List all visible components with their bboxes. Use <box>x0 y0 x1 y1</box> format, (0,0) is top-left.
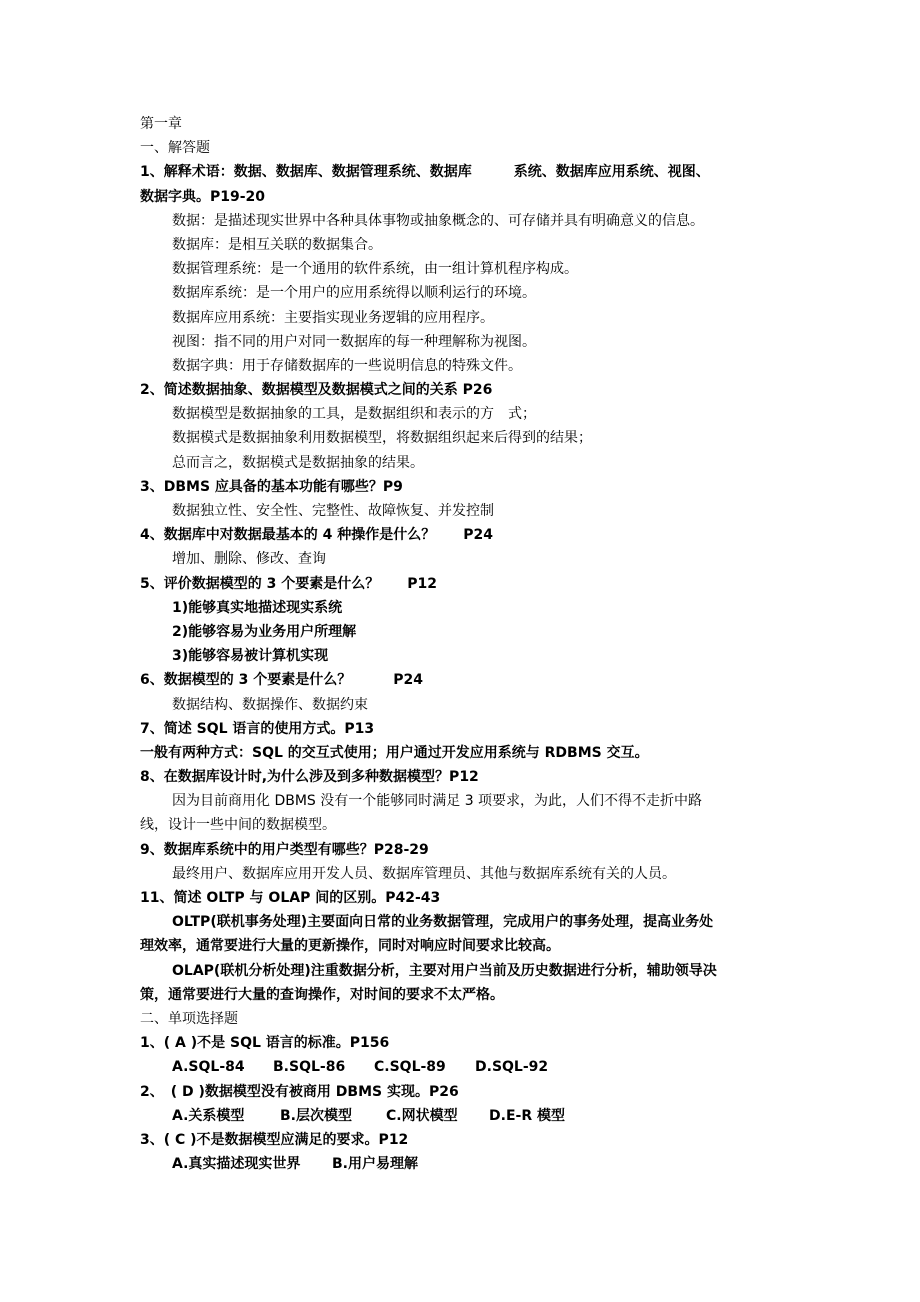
section-title-qa: 一、解答题 <box>140 140 210 157</box>
document-content <box>140 112 800 1176</box>
question-1-cont: 数据字典。P19-20 <box>140 188 266 205</box>
question-4: 4、数据库中对数据最基本的 4 种操作是什么？ P24 <box>140 527 493 544</box>
answer-line: 线，设计一些中间的数据模型。 <box>140 817 336 834</box>
question-6: 6、数据模型的 3 个要素是什么？ P24 <box>140 672 423 689</box>
mc-options <box>140 1055 800 1079</box>
answer-line: 数据库系统：是一个用户的应用系统得以顺利运行的环境。 <box>172 285 536 302</box>
answer-line: 数据管理系统：是一个通用的软件系统，由一组计算机程序构成。 <box>172 261 578 278</box>
option: D.E-R 模型 <box>489 1107 565 1124</box>
question-7: 7、简述 SQL 语言的使用方式。P13 <box>140 720 375 737</box>
answer-line: 数据模式是数据抽象利用数据模型，将数据组织起来后得到的结果； <box>172 430 592 447</box>
option: A.SQL-84 <box>172 1059 245 1076</box>
answer-line: 3)能够容易被计算机实现 <box>172 648 329 665</box>
option: B.SQL-86 <box>273 1059 346 1076</box>
question-9: 9、数据库系统中的用户类型有哪些？P28-29 <box>140 841 429 858</box>
option: A.真实描述现实世界 <box>172 1156 301 1173</box>
answer-line: 2)能够容易为业务用户所理解 <box>172 623 357 640</box>
question-8: 8、在数据库设计时,为什么涉及到多种数据模型？P12 <box>140 769 479 786</box>
question-3: 3、DBMS 应具备的基本功能有哪些？P9 <box>140 478 403 495</box>
answer-line: 数据库应用系统：主要指实现业务逻辑的应用程序。 <box>172 309 494 326</box>
answer-line: 理效率，通常要进行大量的更新操作，同时对响应时间要求比较高。 <box>140 938 560 955</box>
answer-line: 数据结构、数据操作、数据约束 <box>172 696 368 713</box>
option: D.SQL-92 <box>475 1059 549 1076</box>
answer-line: 数据库：是相互关联的数据集合。 <box>172 236 382 253</box>
option: A.关系模型 <box>172 1107 245 1124</box>
answer-line: 最终用户、数据库应用开发人员、数据库管理员、其他与数据库系统有关的人员。 <box>172 865 676 882</box>
answer-line: 视图：指不同的用户对同一数据库的每一种理解称为视图。 <box>172 333 536 350</box>
question-1: 1、解释术语：数据、数据库、数据管理系统、数据库 系统、数据库应用系统、视图、 <box>140 164 710 181</box>
option: B.用户易理解 <box>332 1156 418 1173</box>
answer-line: 1)能够真实地描述现实系统 <box>172 599 343 616</box>
mc-options <box>140 1104 800 1128</box>
mc-question-1: 1、( A )不是 SQL 语言的标准。P156 <box>140 1035 390 1052</box>
mc-question-3: 3、( C )不是数据模型应满足的要求。P12 <box>140 1131 409 1148</box>
answer-line: 一般有两种方式：SQL 的交互式使用；用户通过开发应用系统与 RDBMS 交互。 <box>140 744 649 761</box>
answer-line: 数据独立性、安全性、完整性、故障恢复、并发控制 <box>172 503 494 519</box>
option: B.层次模型 <box>280 1107 352 1124</box>
mc-options <box>140 1152 800 1176</box>
answer-line: 策，通常要进行大量的查询操作，对时间的要求不太严格。 <box>140 986 504 1003</box>
answer-line: 因为目前商用化 DBMS 没有一个能够同时满足 3 项要求，为此，人们不得不走折中路 <box>172 793 703 810</box>
answer-line: 数据字典：用于存储数据库的一些说明信息的特殊文件。 <box>172 357 522 374</box>
answer-line: OLAP(联机分析处理)注重数据分析，主要对用户当前及历史数据进行分析，辅助领导决 <box>172 962 717 979</box>
question-5: 5、评价数据模型的 3 个要素是什么？ P12 <box>140 575 437 592</box>
answer-line: 数据：是描述现实世界中各种具体事物或抽象概念的、可存储并具有明确意义的信息。 <box>172 212 704 229</box>
option: C.SQL-89 <box>374 1059 446 1076</box>
answer-line: 增加、删除、修改、查询 <box>172 551 326 568</box>
section-title-mc: 二、单项选择题 <box>140 1010 238 1027</box>
option: C.网状模型 <box>386 1107 458 1124</box>
answer-line: 数据模型是数据抽象的工具，是数据组织和表示的方 式； <box>172 406 536 423</box>
question-2: 2、简述数据抽象、数据模型及数据模式之间的关系 P26 <box>140 382 493 399</box>
question-11: 11、简述 OLTP 与 OLAP 间的区别。P42-43 <box>140 890 441 906</box>
mc-question-2: 2、 ( D )数据模型没有被商用 DBMS 实现。P26 <box>140 1083 459 1100</box>
answer-line: 总而言之，数据模式是数据抽象的结果。 <box>172 454 424 471</box>
answer-line: OLTP(联机事务处理)主要面向日常的业务数据管理，完成用户的事务处理，提高业务处 <box>172 914 714 931</box>
chapter-title: 第一章 <box>140 116 182 132</box>
